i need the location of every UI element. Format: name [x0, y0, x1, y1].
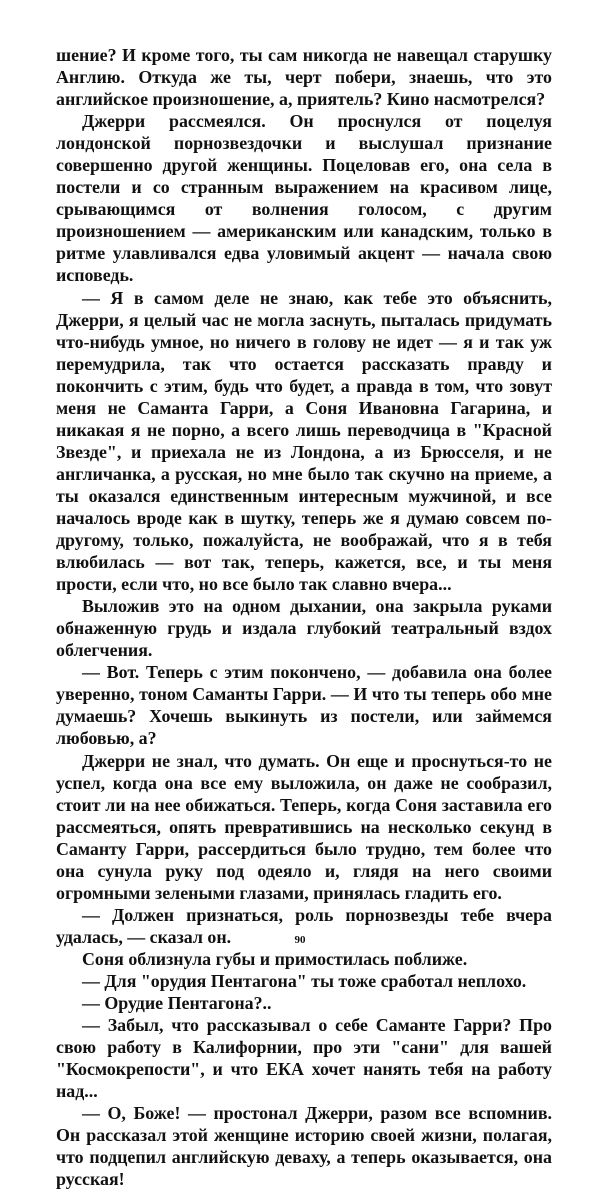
paragraph-10: — Орудие Пентагона?.. [82, 993, 272, 1014]
paragraph-8: Соня облизнула губы и примостилась поближе. [82, 948, 468, 969]
paragraph-5: — Вот. Теперь с этим покончено, — добавила она более уверенно, тоном Саманты Гарри. — И что ты теперь обо мне думаешь? Хочешь выкинуть из постели, или займемся любовью, а? [56, 662, 552, 749]
paragraph-7: — Должен признаться, роль порнозвезды тебе вчера удалась, — сказал он. [56, 904, 552, 947]
paragraph-1: шение? И кроме того, ты сам никогда не навещал старушку Англию. Откуда же ты, черт побери, знаешь, что это английское произношение, а, приятель? Кино насмотрелся? [56, 45, 552, 110]
paragraph-6: Джерри не знал, что думать. Он еще и проснуться-то не успел, когда она все ему выложила, он даже не сообразил, стоит ли на нее обижаться. Теперь, когда Соня заставила его рассмеяться, опять превратившись на несколько секунд в Саманту Гарри, рассердиться было трудно, тем более что она сунула руку под одеяло и, глядя на него своими огромными зелеными глазами, принялась гладить его. [56, 750, 552, 903]
paragraph-3: — Я в самом деле не знаю, как тебе это объяснить, Джерри, я целый час не могла заснуть, пыталась придумать что-нибудь умное, но ничего в голову не идет — я и так уж перемудрила, так что остается рассказать правду и покончить с этим, будь что будет, а правда в том, что зовут меня не Саманта Гарри, а Соня Ивановна Гагарина, и никакая я не порно, а всего лишь переводчица в "Красной Звезде", и приехала не из Лондона, а из Брюсселя, и не англичанка, а русская, но мне было так скучно на приеме, а ты оказался единственным интересным мужчиной, и все началось вроде как в шутку, теперь же я думаю совсем по-другому, только, пожалуйста, не воображай, что я в тебя влюбилась — вот так, теперь, кажется, все, и ты меня прости, если что, но все было так славно вчера... [56, 287, 552, 595]
paragraph-2: Джерри рассмеялся. Он проснулся от поцелуя лондонской порнозвездочки и выслушал признание совершенно другой женщины. Поцеловав его, она села в постели и со странным выражением на красивом лице, срывающимся от волнения голосом, с другим произношением — американским или канадским, только в ритме улавливался едва уловимый акцент — начала свою исповедь. [56, 111, 552, 286]
paragraph-11: — Забыл, что рассказывал о себе Саманте Гарри? Про свою работу в Калифорнии, про эти "сани" для вашей "Космокрепости", и что ЕКА хочет нанять тебя на работу над... [56, 1015, 552, 1102]
paragraph-4: Выложив это на одном дыхании, она закрыла руками обнаженную грудь и издала глубокий театральный вздох облегчения. [56, 596, 552, 661]
paragraph-12: — О, Боже! — простонал Джерри, разом все вспомнив. Он рассказал этой женщине историю своей жизни, полагая, что подцепил английскую деваху, а теперь оказывается, она русская! [56, 1103, 552, 1190]
page-number: 90 [294, 934, 306, 946]
book-page-text [56, 44, 552, 1190]
paragraph-9: — Для "орудия Пентагона" ты тоже сработал неплохо. [82, 970, 527, 991]
